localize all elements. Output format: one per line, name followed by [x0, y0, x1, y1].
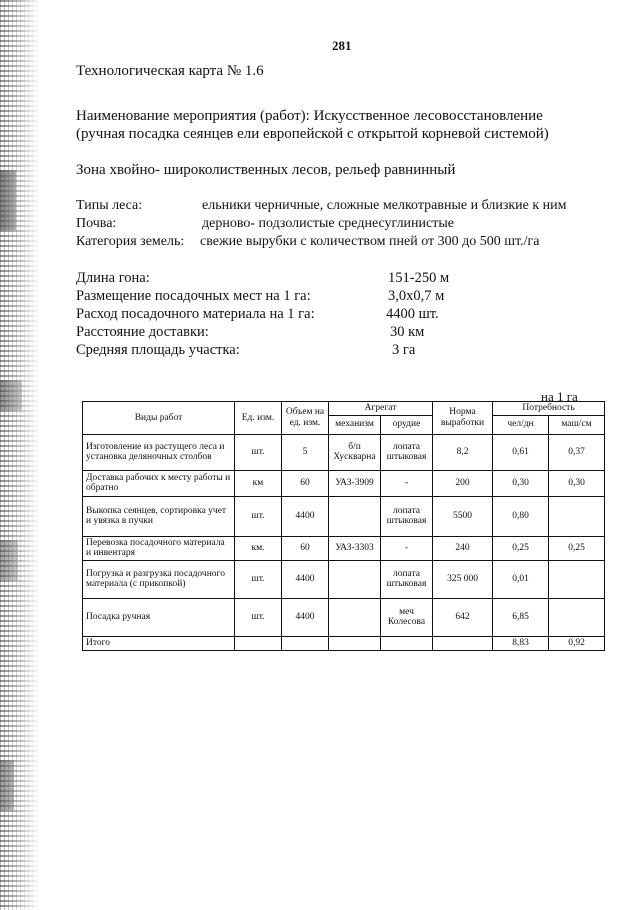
cell-mechanism — [329, 496, 381, 536]
header-unit: Ед. изм. — [235, 402, 282, 435]
param-label: Расход посадочного материала на 1 га: — [76, 306, 315, 322]
cell-unit: км. — [235, 536, 282, 560]
soil-value: дерново- подзолистые среднесуглинистые — [202, 216, 454, 231]
cell-work: Изготовление из растущего леса и установка деляночных столбов — [83, 434, 235, 470]
cell-mechanism — [329, 560, 381, 598]
cell-unit: шт. — [235, 434, 282, 470]
document-title: Технологическая карта № 1.6 — [76, 63, 264, 79]
cell-unit: шт. — [235, 560, 282, 598]
forest-zone: Зона хвойно- широколиственных лесов, рельеф равнинный — [76, 162, 456, 178]
header-work-types: Виды работ — [83, 402, 235, 435]
cell-norm: 642 — [433, 598, 493, 636]
cell-volume: 4400 — [282, 560, 329, 598]
param-label: Средняя площадь участка: — [76, 342, 240, 358]
cell-work: Перевозка посадочного материала и инвентаря — [83, 536, 235, 560]
scan-edge-noise — [0, 0, 40, 910]
total-label: Итого — [83, 636, 235, 650]
cell-empty — [282, 636, 329, 650]
table-row — [83, 470, 605, 496]
param-value: 151-250 м — [388, 270, 450, 286]
event-name-line-2: (ручная посадка сеянцев ели европейской с открытой корневой системой) — [76, 126, 549, 142]
table-row — [83, 536, 605, 560]
header-unit-group: Агрегат — [329, 402, 433, 416]
cell-work: Посадка ручная — [83, 598, 235, 636]
cell-norm: 325 000 — [433, 560, 493, 598]
cell-man-days: 0,30 — [493, 470, 549, 496]
cell-tool: - — [381, 536, 433, 560]
cell-empty — [433, 636, 493, 650]
cell-man-days: 0,61 — [493, 434, 549, 470]
cell-man-days: 0,01 — [493, 560, 549, 598]
forest-types-value: ельники черничные, сложные мелкотравные и близкие к ним — [202, 198, 567, 213]
cell-norm: 240 — [433, 536, 493, 560]
cell-volume: 60 — [282, 536, 329, 560]
event-name-line-1: Наименование мероприятия (работ): Искусственное лесовосстановление — [76, 108, 543, 124]
param-value: 3 га — [392, 342, 416, 358]
cell-machine-shifts: 0,30 — [549, 470, 605, 496]
cell-unit: шт. — [235, 496, 282, 536]
table-row — [83, 434, 605, 470]
table-caption: на 1 га — [541, 389, 578, 404]
cell-empty — [329, 636, 381, 650]
param-label: Размещение посадочных мест на 1 га: — [76, 288, 311, 304]
param-label: Длина гона: — [76, 270, 150, 286]
cell-work: Доставка рабочих к месту работы и обратно — [83, 470, 235, 496]
param-value: 30 км — [390, 324, 425, 340]
cell-unit: км — [235, 470, 282, 496]
cell-tool: меч Колесова — [381, 598, 433, 636]
param-value: 4400 шт. — [386, 306, 439, 322]
table-row — [83, 598, 605, 636]
header-norm: Норма выработки — [433, 402, 493, 435]
param-label: Расстояние доставки: — [76, 324, 209, 340]
cell-mechanism: УАЗ-3909 — [329, 470, 381, 496]
cell-tool: лопата штыковая — [381, 560, 433, 598]
cell-volume: 5 — [282, 434, 329, 470]
land-category-value: свежие вырубки с количеством пней от 300 до 500 шт./га — [200, 234, 540, 249]
cell-machine-shifts: 0,25 — [549, 536, 605, 560]
cell-norm: 5500 — [433, 496, 493, 536]
cell-man-days: 6,85 — [493, 598, 549, 636]
forest-types-label: Типы леса: — [76, 198, 143, 213]
cell-tool: - — [381, 470, 433, 496]
cell-mechanism: УАЗ-3303 — [329, 536, 381, 560]
header-mechanism: механизм — [329, 415, 381, 434]
soil-label: Почва: — [76, 216, 117, 231]
header-volume: Объем на ед. изм. — [282, 402, 329, 435]
cell-man-days: 0,80 — [493, 496, 549, 536]
table-total-row — [83, 636, 605, 650]
cell-machine-shifts — [549, 598, 605, 636]
cell-mechanism — [329, 598, 381, 636]
header-need: Потребность — [493, 402, 605, 416]
cell-volume: 60 — [282, 470, 329, 496]
page-number: 281 — [332, 38, 352, 53]
total-machine-shifts: 0,92 — [549, 636, 605, 650]
land-category-label: Категория земель: — [76, 234, 185, 249]
cell-empty — [235, 636, 282, 650]
cell-tool: лопата штыковая — [381, 434, 433, 470]
param-value: 3,0х0,7 м — [388, 288, 445, 304]
header-tool: орудие — [381, 415, 433, 434]
cell-machine-shifts — [549, 496, 605, 536]
cell-mechanism: б/п Хускварна — [329, 434, 381, 470]
header-man-days: чел/дн — [493, 415, 549, 434]
cell-work: Выкопка сеянцев, сортировка учет и увязка в пучки — [83, 496, 235, 536]
cell-volume: 4400 — [282, 598, 329, 636]
cell-man-days: 0,25 — [493, 536, 549, 560]
cell-empty — [381, 636, 433, 650]
cell-unit: шт. — [235, 598, 282, 636]
cell-machine-shifts: 0,37 — [549, 434, 605, 470]
cell-machine-shifts — [549, 560, 605, 598]
cell-norm: 200 — [433, 470, 493, 496]
header-machine-shifts: маш/см — [549, 415, 605, 434]
works-table — [82, 401, 605, 651]
cell-norm: 8,2 — [433, 434, 493, 470]
total-man-days: 8,83 — [493, 636, 549, 650]
cell-work: Погрузка и разгрузка посадочного материала (с прикопкой) — [83, 560, 235, 598]
cell-volume: 4400 — [282, 496, 329, 536]
cell-tool: лопата штыковая — [381, 496, 433, 536]
table-row — [83, 496, 605, 536]
table-row — [83, 560, 605, 598]
